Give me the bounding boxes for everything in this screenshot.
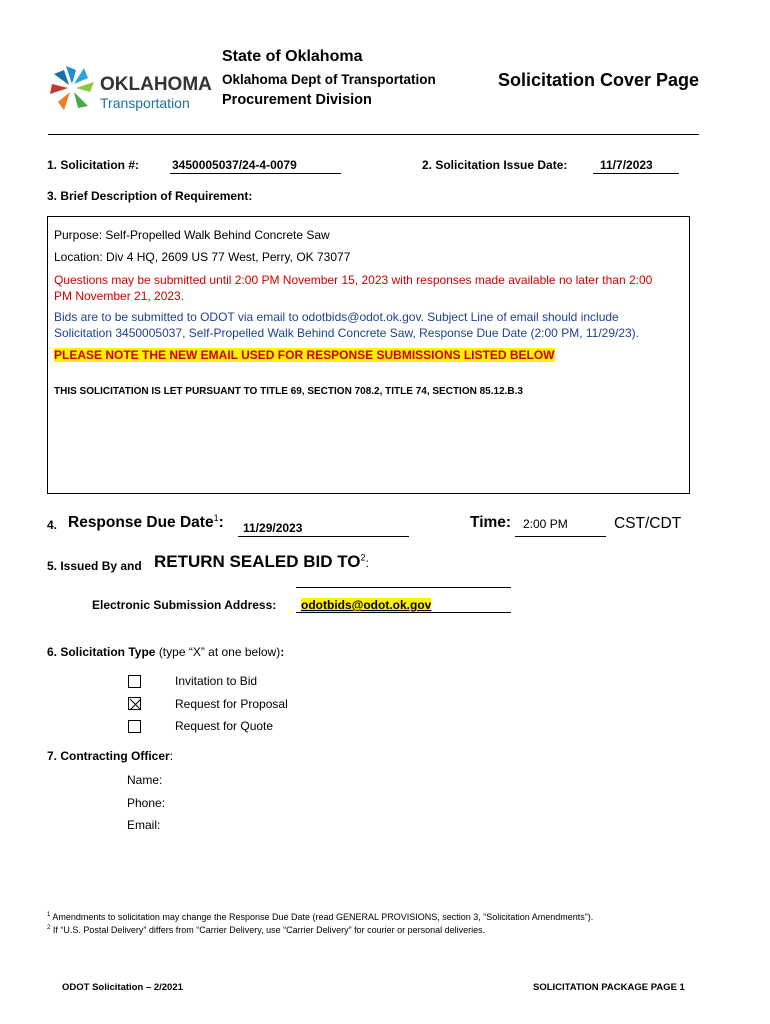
issue-date-label: 2. Solicitation Issue Date:	[422, 158, 568, 172]
issue-date-value: 11/7/2023	[600, 158, 653, 172]
request-for-quote-checkbox[interactable]	[128, 720, 141, 733]
response-time-zone: CST/CDT	[614, 515, 682, 532]
brief-description-label: 3. Brief Description of Requirement:	[47, 189, 253, 203]
issue-date-underline	[593, 173, 679, 174]
invitation-to-bid-label: Invitation to Bid	[175, 674, 258, 688]
invitation-to-bid-checkbox[interactable]	[128, 675, 141, 688]
logo-word-oklahoma: OKLAHOMA	[100, 74, 212, 95]
check-x-icon	[129, 698, 142, 711]
header-divider	[48, 134, 699, 135]
solicitation-type-label	[47, 645, 284, 659]
description-questions-line2: PM November 21, 2023.	[54, 289, 185, 303]
description-bids-line2: Solicitation 3450005037, Self-Propelled Walk Behind Concrete Saw, Response Due Date (2:00 PM, 11/29/23).	[54, 326, 640, 340]
return-sealed-bid-text: RETURN SEALED BID TO	[154, 552, 361, 571]
footnote-1-text: Amendments to solicitation may change the Response Due Date (read GENERAL PROVISIONS, section 3, “Solicitation Amendments”).	[52, 912, 594, 922]
footer-right: SOLICITATION PACKAGE PAGE 1	[533, 982, 685, 993]
response-time-label: Time:	[470, 514, 512, 531]
response-due-date-underline	[238, 536, 409, 537]
response-time-value: 2:00 PM	[523, 517, 568, 531]
solicitation-type-colon: :	[280, 645, 285, 659]
electronic-address-value[interactable]: odotbids@odot.ok.gov	[301, 598, 432, 612]
response-footnote-marker: 1	[213, 513, 219, 523]
footnote-2	[47, 925, 485, 935]
description-email-note: PLEASE NOTE THE NEW EMAIL USED FOR RESPONSE SUBMISSIONS LISTED BELOW	[54, 348, 555, 362]
response-due-date-label-text: Response Due Date	[68, 514, 214, 532]
return-sealed-bid-label	[154, 552, 369, 572]
header-division: Procurement Division	[222, 92, 372, 108]
electronic-address-label: Electronic Submission Address:	[92, 598, 277, 612]
issued-colon: :	[365, 556, 369, 570]
request-for-proposal-checkbox[interactable]	[128, 697, 141, 710]
issued-by-line	[296, 587, 511, 588]
description-purpose: Purpose: Self-Propelled Walk Behind Concrete Saw	[54, 228, 330, 242]
contracting-officer-title: 7. Contracting Officer	[47, 749, 170, 763]
response-due-date-value: 11/29/2023	[243, 521, 303, 535]
description-bids-line1: Bids are to be submitted to ODOT via email to odotbids@odot.ok.gov. Subject Line of email should include	[54, 310, 619, 324]
header-department: Oklahoma Dept of Transportation	[222, 72, 436, 87]
contracting-phone-label: Phone:	[127, 796, 166, 810]
description-pursuant: THIS SOLICITATION IS LET PURSUANT TO TITLE 69, SECTION 708.2, TITLE 74, SECTION 85.12.B.3	[54, 386, 523, 397]
response-time-underline	[515, 536, 606, 537]
footnote-2-text: If “U.S. Postal Delivery” differs from “Carrier Delivery, use “Carrier Delivery” for courier or personal deliveries.	[52, 925, 486, 935]
request-for-proposal-label: Request for Proposal	[175, 697, 288, 711]
header-state: State of Oklahoma	[222, 48, 363, 65]
solicitation-type-title: 6. Solicitation Type	[47, 645, 156, 659]
solicitation-type-hint: (type “X” at one below)	[158, 645, 281, 659]
solicitation-number-underline	[170, 173, 341, 174]
oklahoma-transportation-logo	[48, 62, 213, 114]
response-number: 4.	[47, 518, 58, 532]
response-due-date-label	[68, 513, 224, 532]
solicitation-number-label: 1. Solicitation #:	[47, 158, 140, 172]
issued-footnote-marker: 2	[360, 552, 366, 563]
footer-left: ODOT Solicitation – 2/2021	[62, 982, 183, 993]
solicitation-number-value: 3450005037/24-4-0079	[172, 158, 297, 172]
footnote-1-marker: 1	[47, 912, 51, 918]
contracting-email-label: Email:	[127, 818, 161, 832]
request-for-quote-label: Request for Quote	[175, 719, 274, 733]
contracting-name-label: Name:	[127, 773, 163, 787]
description-location: Location: Div 4 HQ, 2609 US 77 West, Perry, OK 73077	[54, 250, 351, 264]
logo-word-transportation: Transportation	[100, 95, 190, 111]
response-colon: :	[218, 514, 224, 532]
description-questions-line1: Questions may be submitted until 2:00 PM November 15, 2023 with responses made available no later than 2:00	[54, 273, 653, 287]
electronic-address-underline	[296, 612, 511, 613]
footnote-1	[47, 912, 593, 922]
issued-by-label: 5. Issued By and	[47, 559, 142, 573]
page-title: Solicitation Cover Page	[498, 70, 700, 90]
contracting-officer-colon: :	[169, 749, 174, 763]
footnote-2-marker: 2	[47, 925, 51, 931]
contracting-officer-label	[47, 749, 173, 763]
